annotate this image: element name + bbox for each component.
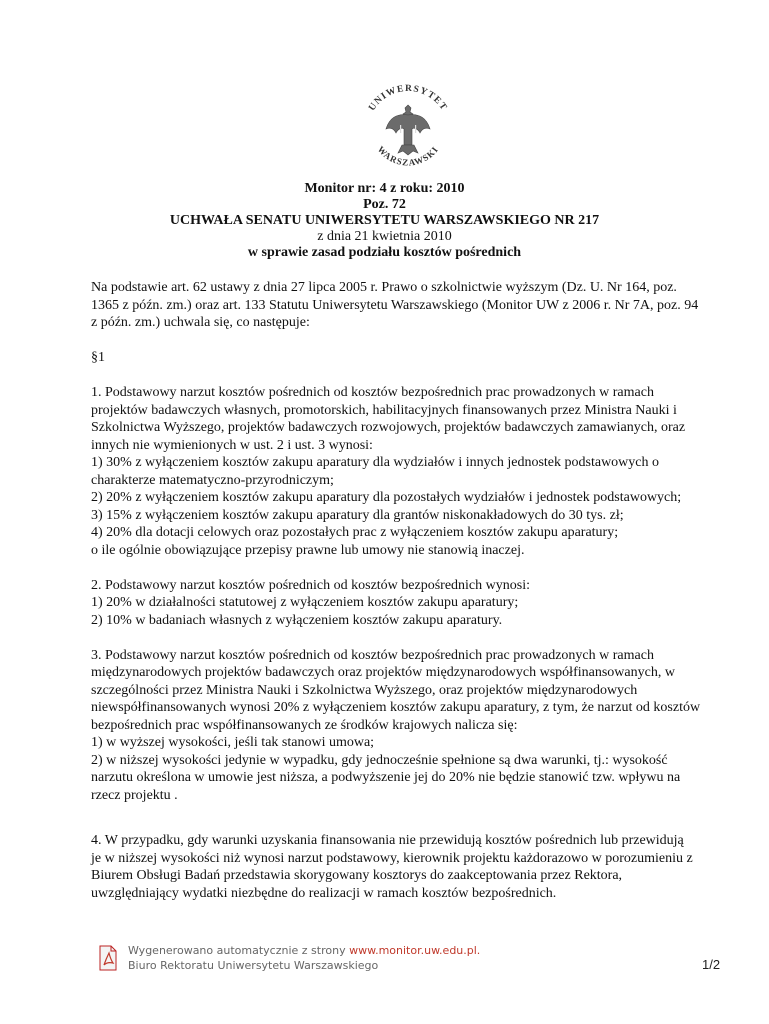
paragraph-1-line: 2) 20% z wyłączeniem kosztów zakupu aparatury dla pozostałych wydziałów i jednostek podstawowych; (91, 490, 682, 505)
paragraph-4-line: Biurem Obsługi Badań przedstawia skorygowany kosztorys do zaakceptowania przez Rektora, (91, 868, 623, 883)
preamble-line: z późn. zm.) uchwala się, co następuje: (91, 315, 310, 330)
paragraph-1-line: 1) 30% z wyłączeniem kosztów zakupu aparatury dla wydziałów i innych jednostek podstawowych o (91, 455, 659, 470)
preamble-line: Na podstawie art. 62 ustawy z dnia 27 lipca 2005 r. Prawo o szkolnictwie wyższym (Dz. U. Nr 164, poz. (91, 280, 677, 295)
resolution-subject: w sprawie zasad podziału kosztów pośrednich (247, 245, 522, 260)
paragraph-1-line: 3) 15% z wyłączeniem kosztów zakupu aparatury dla grantów niskonakładowych do 30 tys. zł; (91, 507, 624, 523)
paragraph-3-line: niewspółfinansowanych wynosi 20% z wyłączeniem kosztów zakupu aparatury, z tym, że narzut od kosztów (91, 700, 701, 715)
document-header (0, 181, 769, 261)
pdf-file-icon (98, 945, 118, 971)
paragraph-3-line: międzynarodowych projektów badawczych oraz projektów międzynarodowych współfinansowanych, w (91, 665, 675, 680)
paragraph-2-line: 2) 10% w badaniach własnych z wyłączeniem kosztów zakupu aparatury. (91, 612, 503, 628)
paragraph-3-line: 3. Podstawowy narzut kosztów pośrednich od kosztów bezpośrednich prac prowadzonych w ramach (91, 647, 654, 663)
source-link[interactable]: www.monitor.uw.edu.pl. (349, 944, 481, 957)
page-number: 1/2 (702, 957, 721, 972)
paragraph-4-line: je w niższej wysokości niż wynosi narzut podstawowy, kierownik projektu każdorazowo w porozumieniu z (91, 850, 693, 866)
position-line: Poz. 72 (363, 197, 406, 212)
paragraph-3-line: 1) w wyższej wysokości, jeśli tak stanowi umowa; (91, 735, 375, 750)
section-mark: §1 (91, 350, 105, 365)
resolution-title: UCHWAŁA SENATU UNIWERSYTETU WARSZAWSKIEGO NR 217 (169, 213, 600, 228)
logo-top-text: UNIWERSYTET (367, 83, 449, 114)
footer (98, 943, 518, 975)
eagle-seal-icon (356, 75, 460, 179)
generated-note (128, 943, 480, 958)
paragraph-1-line: o ile ogólnie obowiązujące przepisy prawne lub umowy nie stanowią inaczej. (91, 542, 525, 558)
paragraph-3-line: 2) w niższej wysokości jedynie w wypadku, gdy jednocześnie spełnione są dwa warunki, tj.: wysokość (91, 752, 668, 768)
generated-prefix: Wygenerowano automatycznie z strony (128, 944, 350, 957)
paragraph-3-line: bezpośrednich prac współfinansowanych ze środków krajowych nalicza się: (91, 717, 518, 733)
paragraph-1-line: 1. Podstawowy narzut kosztów pośrednich od kosztów bezpośrednich prac prowadzonych w ramach (91, 385, 654, 400)
paragraph-1-line: Szkolnictwa Wyższego, projektów badawczych rozwojowych, projektów badawczych zamawianych, oraz (91, 420, 686, 435)
document-body (91, 279, 725, 902)
paragraph-3-line: rzecz projektu . (91, 787, 178, 803)
paragraph-2-line: 2. Podstawowy narzut kosztów pośrednich od kosztów bezpośrednich wynosi: (91, 577, 530, 593)
paragraph-1-line: projektów badawczych własnych, promotorskich, habilitacyjnych finansowanych przez Ministra Nauki i (91, 402, 677, 418)
paragraph-1-line: charakterze matematyczno-przyrodniczym; (91, 472, 334, 488)
resolution-date: z dnia 21 kwietnia 2010 (317, 229, 452, 244)
paragraph-3-line: szczególności przez Ministra Nauki i Szkolnictwa Wyższego, oraz projektów międzynarodowych (91, 682, 638, 698)
paragraph-1-line: 4) 20% dla dotacji celowych oraz pozostałych prac z wyłączeniem kosztów zakupu aparatury; (91, 525, 619, 540)
preamble-line: 1365 z późn. zm.) oraz art. 133 Statutu Uniwersytetu Warszawskiego (Monitor UW z 2006 r. Nr 7A, poz. 94 (91, 297, 699, 313)
paragraph-4-line: uwzględniający wydatki niezbędne do realizacji w ramach kosztów bezpośrednich. (91, 885, 557, 901)
monitor-line: Monitor nr: 4 z roku: 2010 (304, 181, 465, 196)
logo-bottom-text: WARSZAWSKI (375, 144, 441, 168)
office-name: Biuro Rektoratu Uniwersytetu Warszawskiego (128, 959, 379, 972)
paragraph-4-line: 4. W przypadku, gdy warunki uzyskania finansowania nie przewidują kosztów pośrednich lub przewidują (91, 833, 684, 848)
paragraph-3-line: narzutu określona w umowie jest niższa, a podwyższenie jej do 20% nie będzie stanowić tzw. wpływu na (91, 770, 681, 785)
paragraph-2-line: 1) 20% w działalności statutowej z wyłączeniem kosztów zakupu aparatury; (91, 595, 519, 610)
paragraph-1-line: innych nie wymienionych w ust. 2 i ust. 3 wynosi: (91, 437, 373, 453)
